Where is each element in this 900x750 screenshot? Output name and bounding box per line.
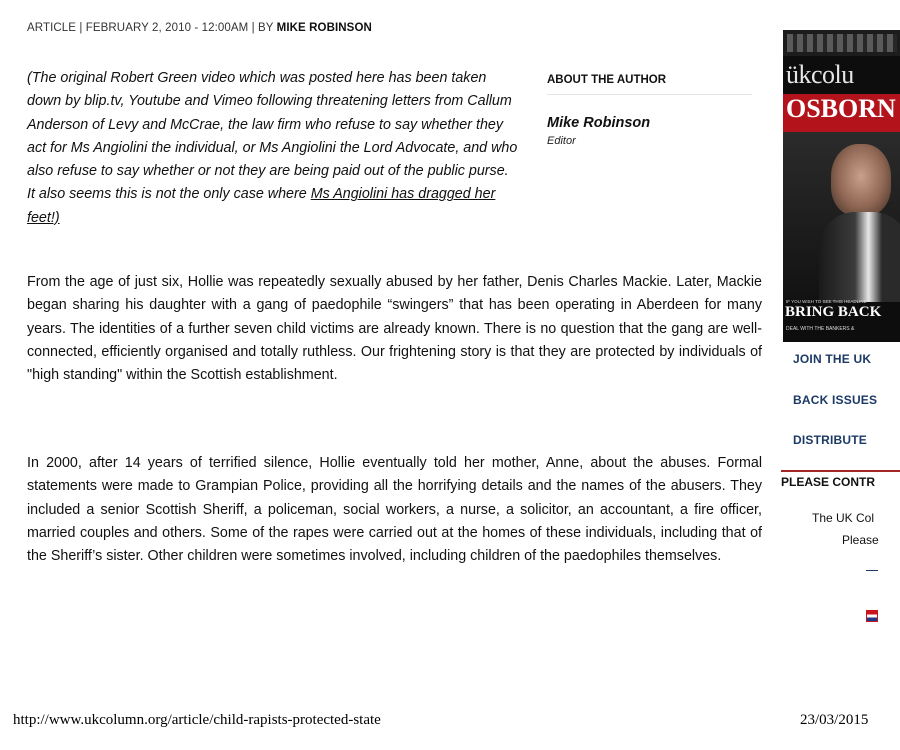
- article-paragraph: From the age of just six, Hollie was repeatedly sexually abused by her father, Denis Charles Mackie. Later, Mackie began sharing his daughter with a gang of paedophile “swingers” that has been operating in Aberdeen for many years. The identities of a further seven child victims are already known. There is no question that the gang are well-connected, efficiently organised and totally ruthless. Our frightening story is that they are protected by individuals of "high standing" within the Scottish establishment.: [27, 274, 762, 384]
- cover-deal-text: DEAL WITH THE BANKERS &: [786, 326, 855, 332]
- sidebar-link-join[interactable]: JOIN THE UK: [793, 352, 872, 366]
- cover-headline: OSBORN: [786, 94, 896, 123]
- about-the-author: [547, 74, 757, 147]
- sidebar-notice-text: The UK Col: [812, 511, 875, 525]
- cover-brand: ükcolu: [786, 60, 854, 89]
- cover-small-text: IF YOU WISH TO SEE THIS HEADLINE: [786, 299, 867, 304]
- article-paragraph: In 2000, after 14 years of terrified silence, Hollie eventually told her mother, Anne, about the abuses. Formal statements were made to Grampian Police, providing all the horrifying details and the names of the abusers. They included a senior Scottish Sheriff, a policeman, social workers, a nurse, a solicitor, an accountant, a fire officer, married couples and others. Some of the rapes were carried out at the homes of these individuals, including that of the Sheriff’s sister. Other children were sometimes involved, including children of the paedophiles themselves.: [27, 455, 762, 565]
- magazine-cover-image[interactable]: [783, 30, 900, 342]
- sidebar-magazine-cover[interactable]: [780, 30, 900, 650]
- sidebar-notice-text: Please: [842, 533, 879, 547]
- sidebar-link-back-issues[interactable]: BACK ISSUES: [793, 393, 878, 407]
- flag-icon[interactable]: [866, 610, 878, 622]
- cover-photo-body: [819, 212, 900, 302]
- author-name-link[interactable]: Mike Robinson: [547, 115, 651, 131]
- byline-author-link[interactable]: MIKE ROBINSON: [276, 22, 372, 34]
- intro-text: (The original Robert Green video which was posted here has been taken down by blip.tv, Youtube and Vimeo following threatening letters from Callum Anderson of Levy and McCrae, the law firm who refuse to say whether they act for Ms Angiolini the individual, or Ms Angiolini the Lord Advocate, and who also refuse to say whether or not they are being paid out of the public purse. It also seems this is not the only case where: [27, 70, 518, 203]
- author-role: Editor: [547, 135, 576, 147]
- cover-photo: [783, 132, 900, 300]
- cover-banner: BRING BACK: [785, 304, 882, 320]
- cover-faces-strip: [787, 34, 897, 52]
- cover-photo-face: [831, 144, 891, 216]
- print-footer-date: 23/03/2015: [800, 712, 869, 728]
- sidebar-notice-heading: PLEASE CONTR: [781, 475, 876, 489]
- article-byline: [27, 22, 372, 34]
- intro-link[interactable]: Ms Angiolini has dragged her feet!): [27, 186, 496, 226]
- about-heading: ABOUT THE AUTHOR: [547, 74, 752, 95]
- sidebar-dash: [866, 570, 878, 571]
- print-footer-url: http://www.ukcolumn.org/article/child-rapists-protected-state: [13, 712, 381, 728]
- sidebar-link-distribute[interactable]: DISTRIBUTE: [793, 433, 867, 447]
- article-meta: ARTICLE | FEBRUARY 2, 2010 - 12:00AM | BY: [27, 22, 274, 34]
- sidebar-divider: [781, 470, 900, 472]
